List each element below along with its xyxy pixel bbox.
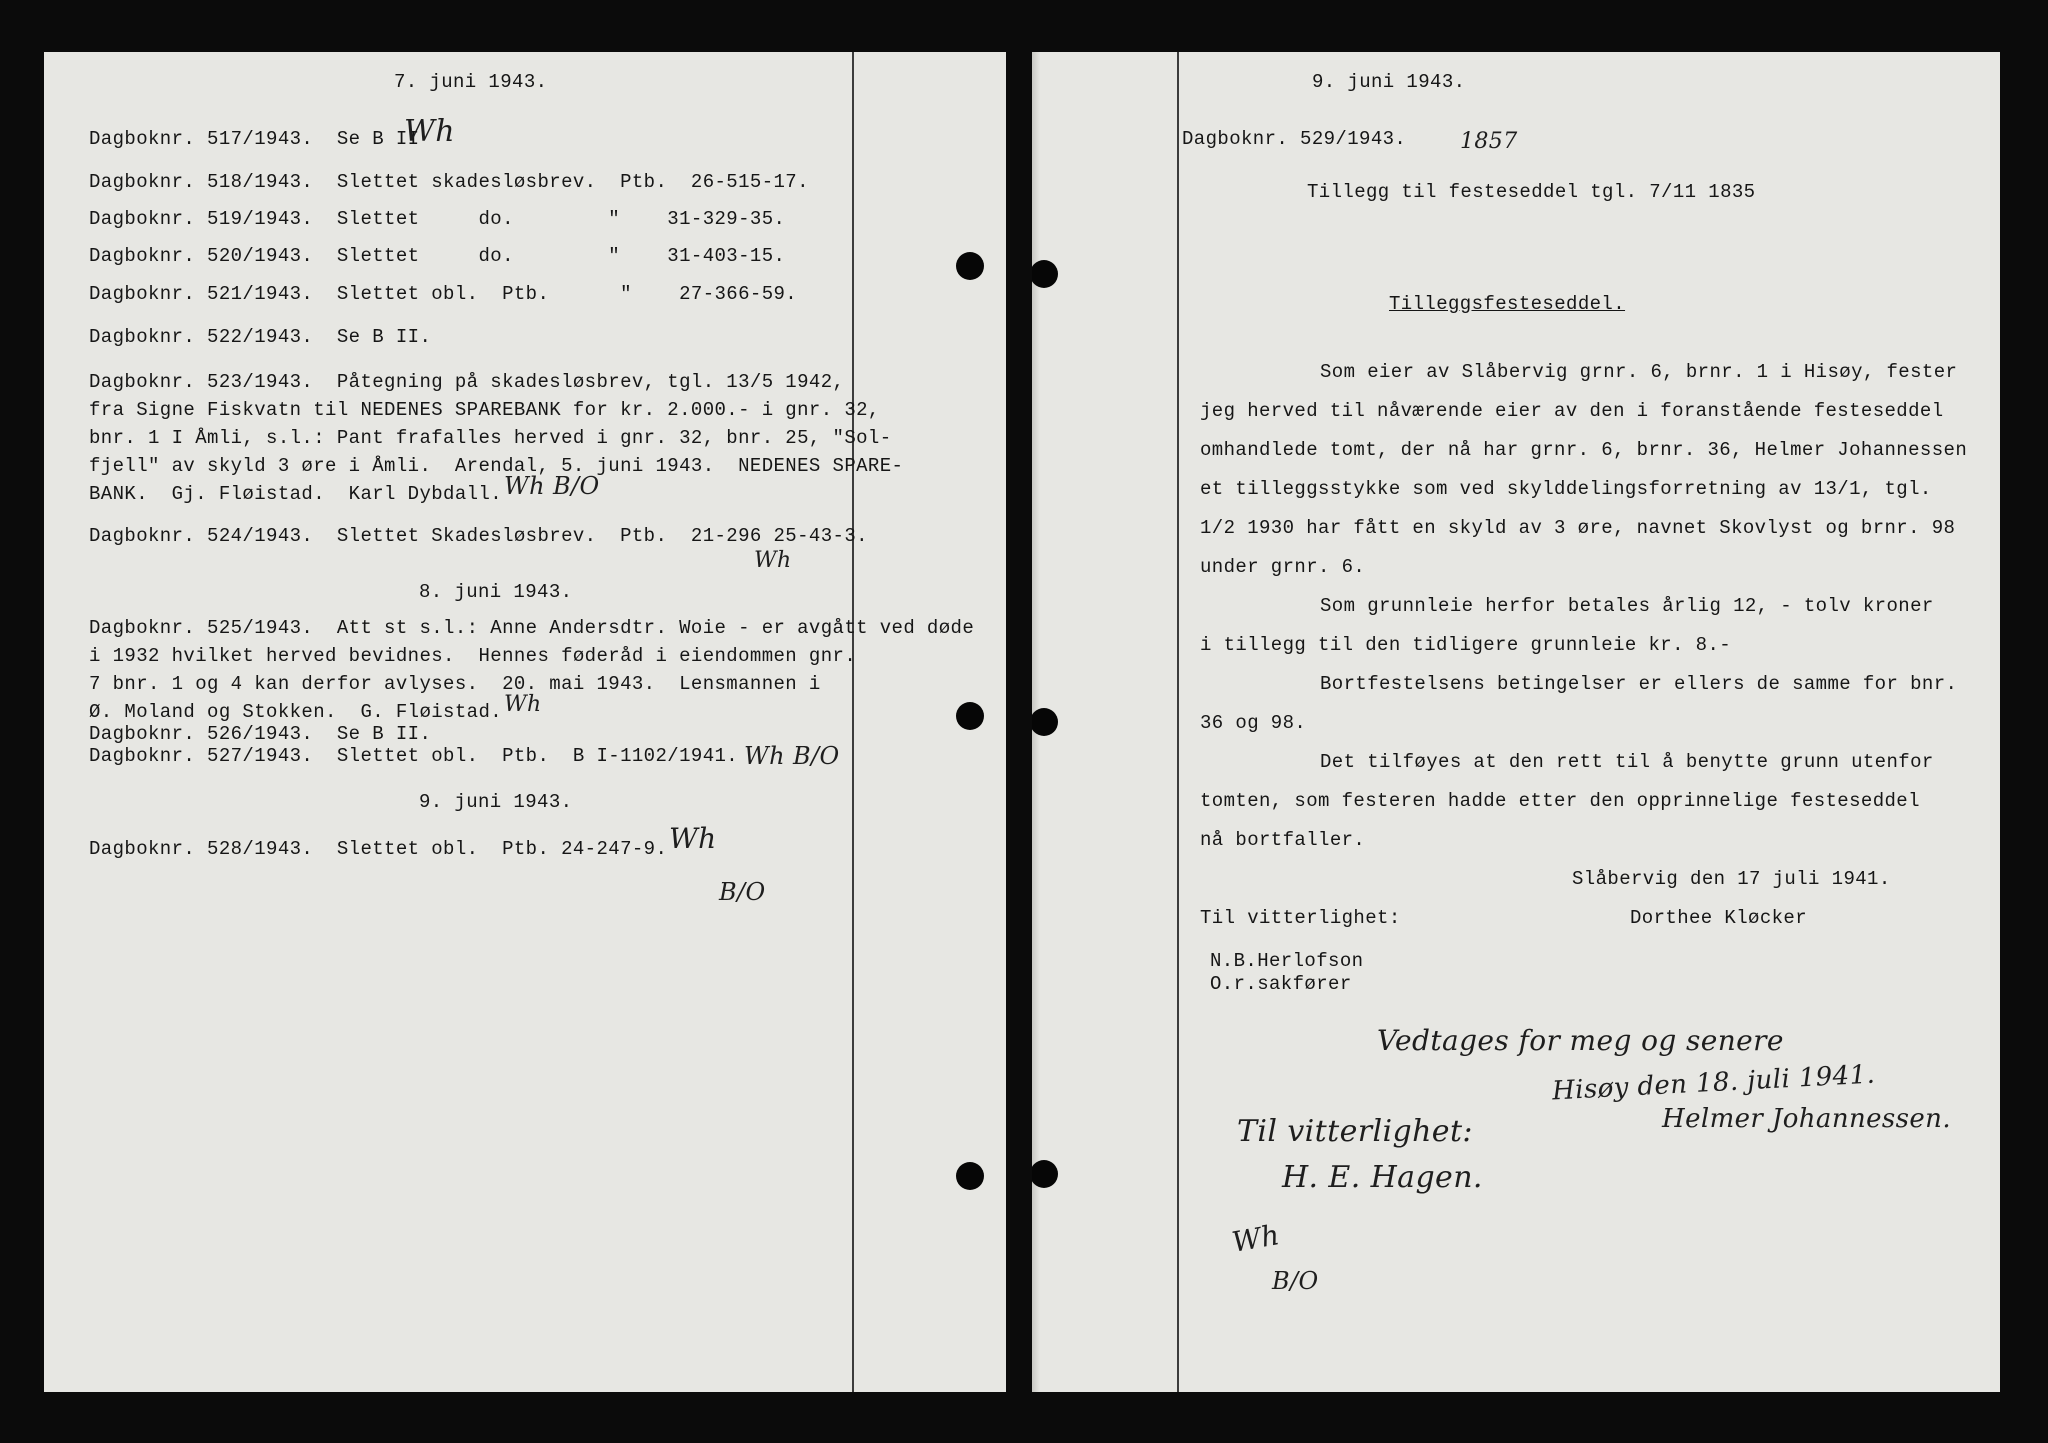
punch-hole	[956, 1162, 984, 1190]
body-line: omhandlede tomt, der nå har grnr. 6, brnr. 36, Helmer Johannessen	[1200, 439, 1968, 461]
body-line: Som grunnleie herfor betales årlig 12, - tolv kroner	[1320, 595, 1934, 617]
punch-hole	[956, 252, 984, 280]
entry-518: Dagboknr. 518/1943. Slettet skadesløsbrev. Ptb. 26-515-17.	[89, 171, 809, 193]
body-line: jeg herved til nåværende eier av den i foranstående festeseddel	[1200, 400, 1944, 422]
tillegg-line: Tillegg til festeseddel tgl. 7/11 1835	[1307, 181, 1756, 203]
initials-handwritten: B/O	[1272, 1267, 1319, 1295]
entry-525-line: 7 bnr. 1 og 4 kan derfor avlyses. 20. mai 1943. Lensmannen i	[89, 673, 821, 695]
handwritten-approval: Vedtages for meg og senere	[1377, 1024, 1784, 1057]
body-line: et tilleggsstykke som ved skylddelingsforretning av 13/1, tgl.	[1200, 478, 1932, 500]
body-line: Som eier av Slåbervig grnr. 6, brnr. 1 i Hisøy, fester	[1320, 361, 1958, 383]
date-heading: 9. juni 1943.	[419, 791, 573, 813]
initials-handwritten: Wh	[504, 692, 542, 717]
witness-title: O.r.sakfører	[1210, 973, 1352, 995]
place-date: Slåbervig den 17 juli 1941.	[1572, 868, 1891, 890]
entry-517: Dagboknr. 517/1943. Se B II	[89, 128, 420, 150]
entry-529: Dagboknr. 529/1943.	[1182, 128, 1407, 150]
witness-label: Til vitterlighet:	[1200, 907, 1401, 929]
punch-hole	[1032, 708, 1058, 736]
handwritten-witness-label: Til vitterlighet:	[1237, 1114, 1473, 1149]
right-page	[1032, 52, 2000, 1392]
handwritten-signature: Helmer Johannessen.	[1662, 1104, 1951, 1134]
entry-523-line: bnr. 1 I Åmli, s.l.: Pant frafalles herved i gnr. 32, bnr. 25, "Sol-	[89, 427, 892, 449]
punch-hole	[1032, 260, 1058, 288]
body-line: 1/2 1930 har fått en skyld av 3 øre, navnet Skovlyst og brnr. 98	[1200, 517, 1956, 539]
entry-521: Dagboknr. 521/1943. Slettet obl. Ptb. " 27-366-59.	[89, 283, 798, 305]
handwritten-date: Hisøy den 18. juli 1941.	[1551, 1059, 1876, 1107]
entry-525-line: i 1932 hvilket herved bevidnes. Hennes føderåd i eiendommen gnr.	[89, 645, 857, 667]
handwritten-witness-name: H. E. Hagen.	[1282, 1160, 1483, 1195]
left-page	[44, 52, 1006, 1392]
margin-rule	[852, 52, 854, 1392]
signer-name: Dorthee Kløcker	[1630, 907, 1808, 929]
margin-rule	[1177, 52, 1179, 1392]
punch-hole	[1032, 1160, 1058, 1188]
entry-519: Dagboknr. 519/1943. Slettet do. " 31-329-35.	[89, 208, 786, 230]
entry-520: Dagboknr. 520/1943. Slettet do. " 31-403-15.	[89, 245, 786, 267]
date-heading: 7. juni 1943.	[394, 71, 548, 93]
entry-522: Dagboknr. 522/1943. Se B II.	[89, 326, 432, 348]
date-heading: 8. juni 1943.	[419, 581, 573, 603]
body-line: Bortfestelsens betingelser er ellers de samme for bnr.	[1320, 673, 1958, 695]
body-line: Det tilføyes at den rett til å benytte grunn utenfor	[1320, 751, 1934, 773]
body-line: tomten, som festeren hadde etter den opprinnelige festeseddel	[1200, 790, 1920, 812]
initials-handwritten: Wh	[1229, 1218, 1283, 1259]
handwritten-number: 1857	[1460, 129, 1518, 154]
entry-525-line: Dagboknr. 525/1943. Att st s.l.: Anne Andersdtr. Woie - er avgått ved døde	[89, 617, 975, 639]
body-line: i tillegg til den tidligere grunnleie kr. 8.-	[1200, 634, 1732, 656]
entry-525-line: Ø. Moland og Stokken. G. Fløistad.	[89, 701, 503, 723]
initials-handwritten: Wh	[404, 114, 455, 149]
entry-526: Dagboknr. 526/1943. Se B II.	[89, 723, 432, 745]
document-heading: Tilleggsfesteseddel.	[1389, 293, 1626, 315]
entry-524: Dagboknr. 524/1943. Slettet Skadesløsbrev. Ptb. 21-296 25-43-3.	[89, 525, 868, 547]
body-line: under grnr. 6.	[1200, 556, 1366, 578]
initials-handwritten: Wh	[754, 548, 792, 573]
body-line: 36 og 98.	[1200, 712, 1307, 734]
initials-handwritten: B/O	[719, 878, 766, 906]
initials-handwritten: Wh B/O	[504, 472, 600, 500]
entry-523-line: fjell" av skyld 3 øre i Åmli. Arendal, 5. juni 1943. NEDENES SPARE-	[89, 455, 904, 477]
entry-523-line: fra Signe Fiskvatn til NEDENES SPAREBANK for kr. 2.000.- i gnr. 32,	[89, 399, 880, 421]
initials-handwritten: Wh B/O	[744, 742, 840, 770]
entry-527: Dagboknr. 527/1943. Slettet obl. Ptb. B I-1102/1941.	[89, 745, 739, 767]
initials-handwritten: Wh	[669, 822, 717, 855]
date-heading: 9. juni 1943.	[1312, 71, 1466, 93]
body-line: nå bortfaller.	[1200, 829, 1366, 851]
entry-523-line: Dagboknr. 523/1943. Påtegning på skadesløsbrev, tgl. 13/5 1942,	[89, 371, 845, 393]
entry-528: Dagboknr. 528/1943. Slettet obl. Ptb. 24-247-9.	[89, 838, 668, 860]
punch-hole	[956, 702, 984, 730]
witness-name: N.B.Herlofson	[1210, 950, 1364, 972]
entry-523-line: BANK. Gj. Fløistad. Karl Dybdall.	[89, 483, 503, 505]
